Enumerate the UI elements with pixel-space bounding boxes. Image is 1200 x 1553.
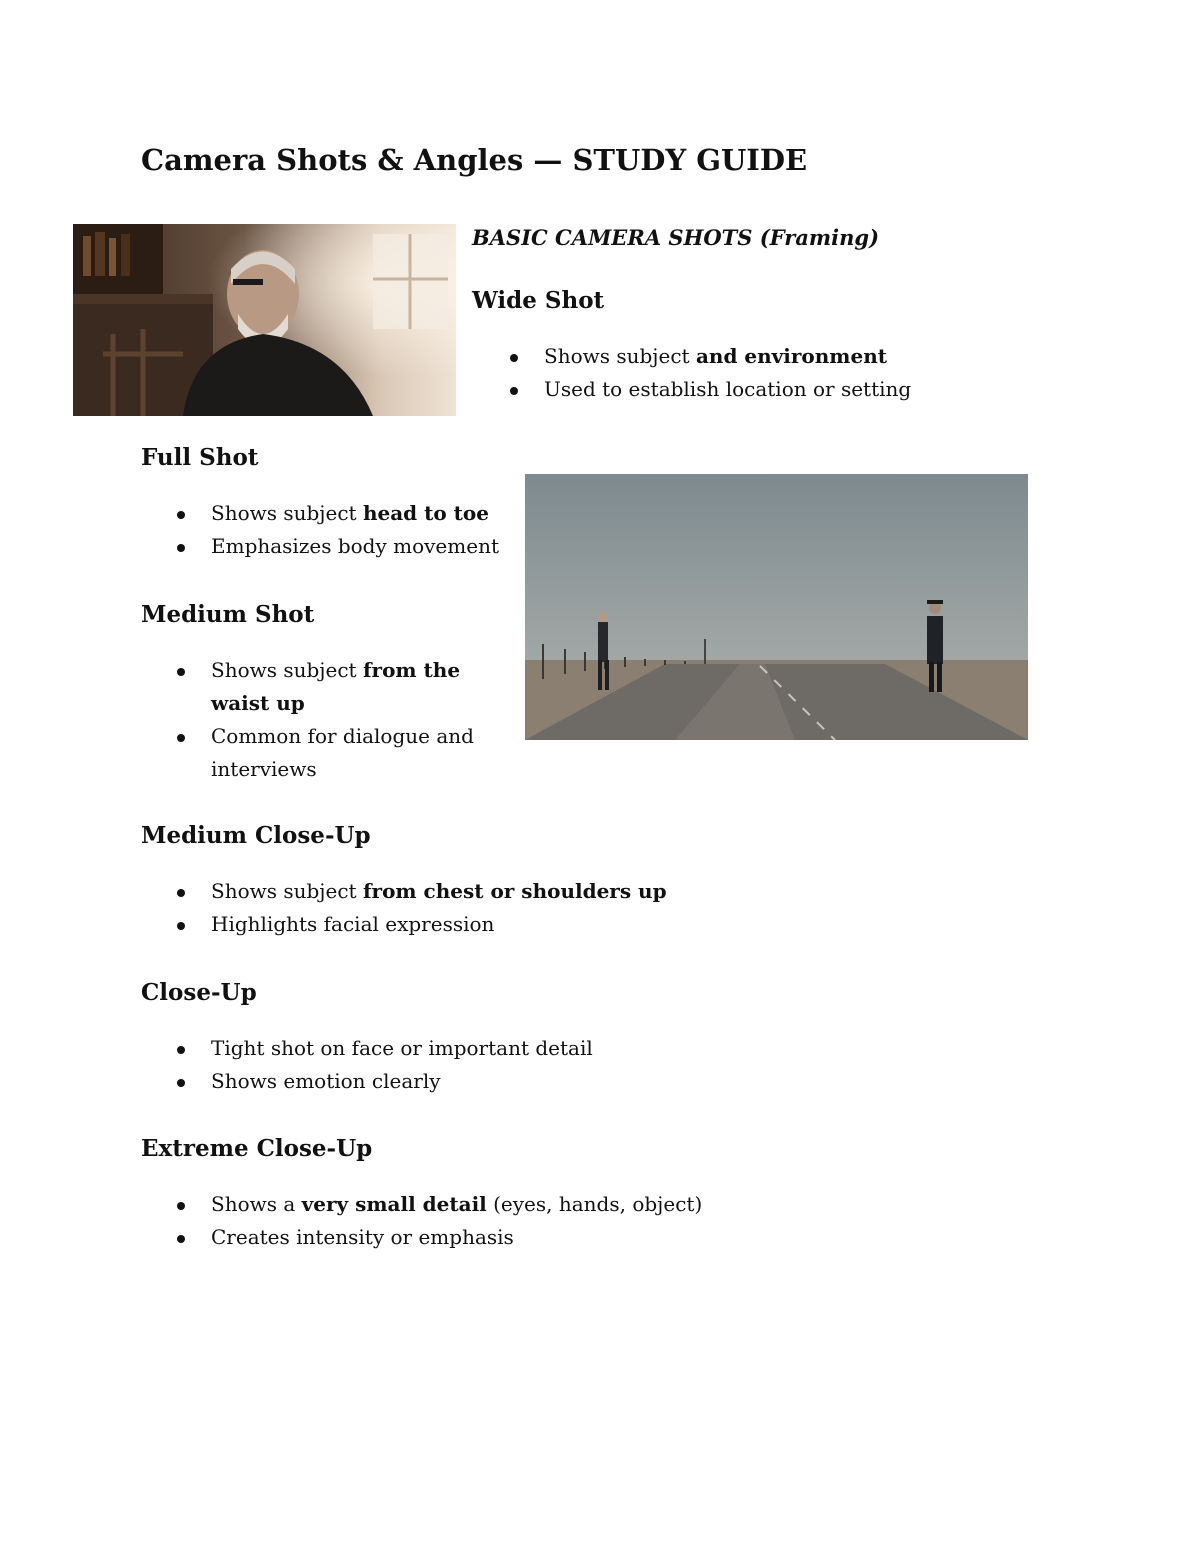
bullet-list bbox=[177, 1188, 841, 1254]
list-item: Common for dialogue and interviews bbox=[177, 720, 477, 786]
list-item: Emphasizes body movement bbox=[177, 530, 511, 563]
bullet-list bbox=[510, 340, 912, 406]
medium-shot-section bbox=[141, 601, 511, 786]
list-item: Creates intensity or emphasis bbox=[177, 1221, 841, 1254]
list-item: Used to establish location or setting bbox=[510, 373, 912, 406]
shot-heading: Full Shot bbox=[141, 444, 259, 471]
section-heading-text: BASIC CAMERA SHOTS (Framing) bbox=[472, 225, 880, 250]
full-shot-section bbox=[141, 444, 511, 563]
extreme-close-up-section bbox=[141, 1135, 841, 1254]
shot-heading: Medium Close-Up bbox=[141, 822, 371, 849]
wide-shot-section bbox=[472, 287, 912, 406]
bullet-list bbox=[177, 875, 841, 941]
list-item: Shows subject head to toe bbox=[177, 497, 511, 530]
bullet-list bbox=[177, 497, 511, 563]
shot-heading: Wide Shot bbox=[472, 287, 605, 314]
list-item: Shows subject from chest or shoulders up bbox=[177, 875, 841, 908]
close-up-section bbox=[141, 979, 841, 1098]
shot-heading: Medium Shot bbox=[141, 601, 315, 628]
list-item: Shows emotion clearly bbox=[177, 1065, 841, 1098]
list-item: Tight shot on face or important detail bbox=[177, 1032, 841, 1065]
list-item: Shows a very small detail (eyes, hands, object) bbox=[177, 1188, 841, 1221]
section-heading bbox=[472, 225, 879, 250]
portrait-photo bbox=[73, 224, 456, 416]
page-title: Camera Shots & Angles — STUDY GUIDE bbox=[141, 143, 808, 177]
shot-heading: Extreme Close-Up bbox=[141, 1135, 373, 1162]
shot-heading: Close-Up bbox=[141, 979, 257, 1006]
list-item: Highlights facial expression bbox=[177, 908, 841, 941]
list-item: Shows subject and environment bbox=[510, 340, 912, 373]
bullet-list bbox=[177, 1032, 841, 1098]
desert-road-photo bbox=[525, 474, 1028, 740]
list-item: Shows subject from the waist up bbox=[177, 654, 477, 720]
medium-close-up-section bbox=[141, 822, 841, 941]
bullet-list bbox=[177, 654, 477, 786]
